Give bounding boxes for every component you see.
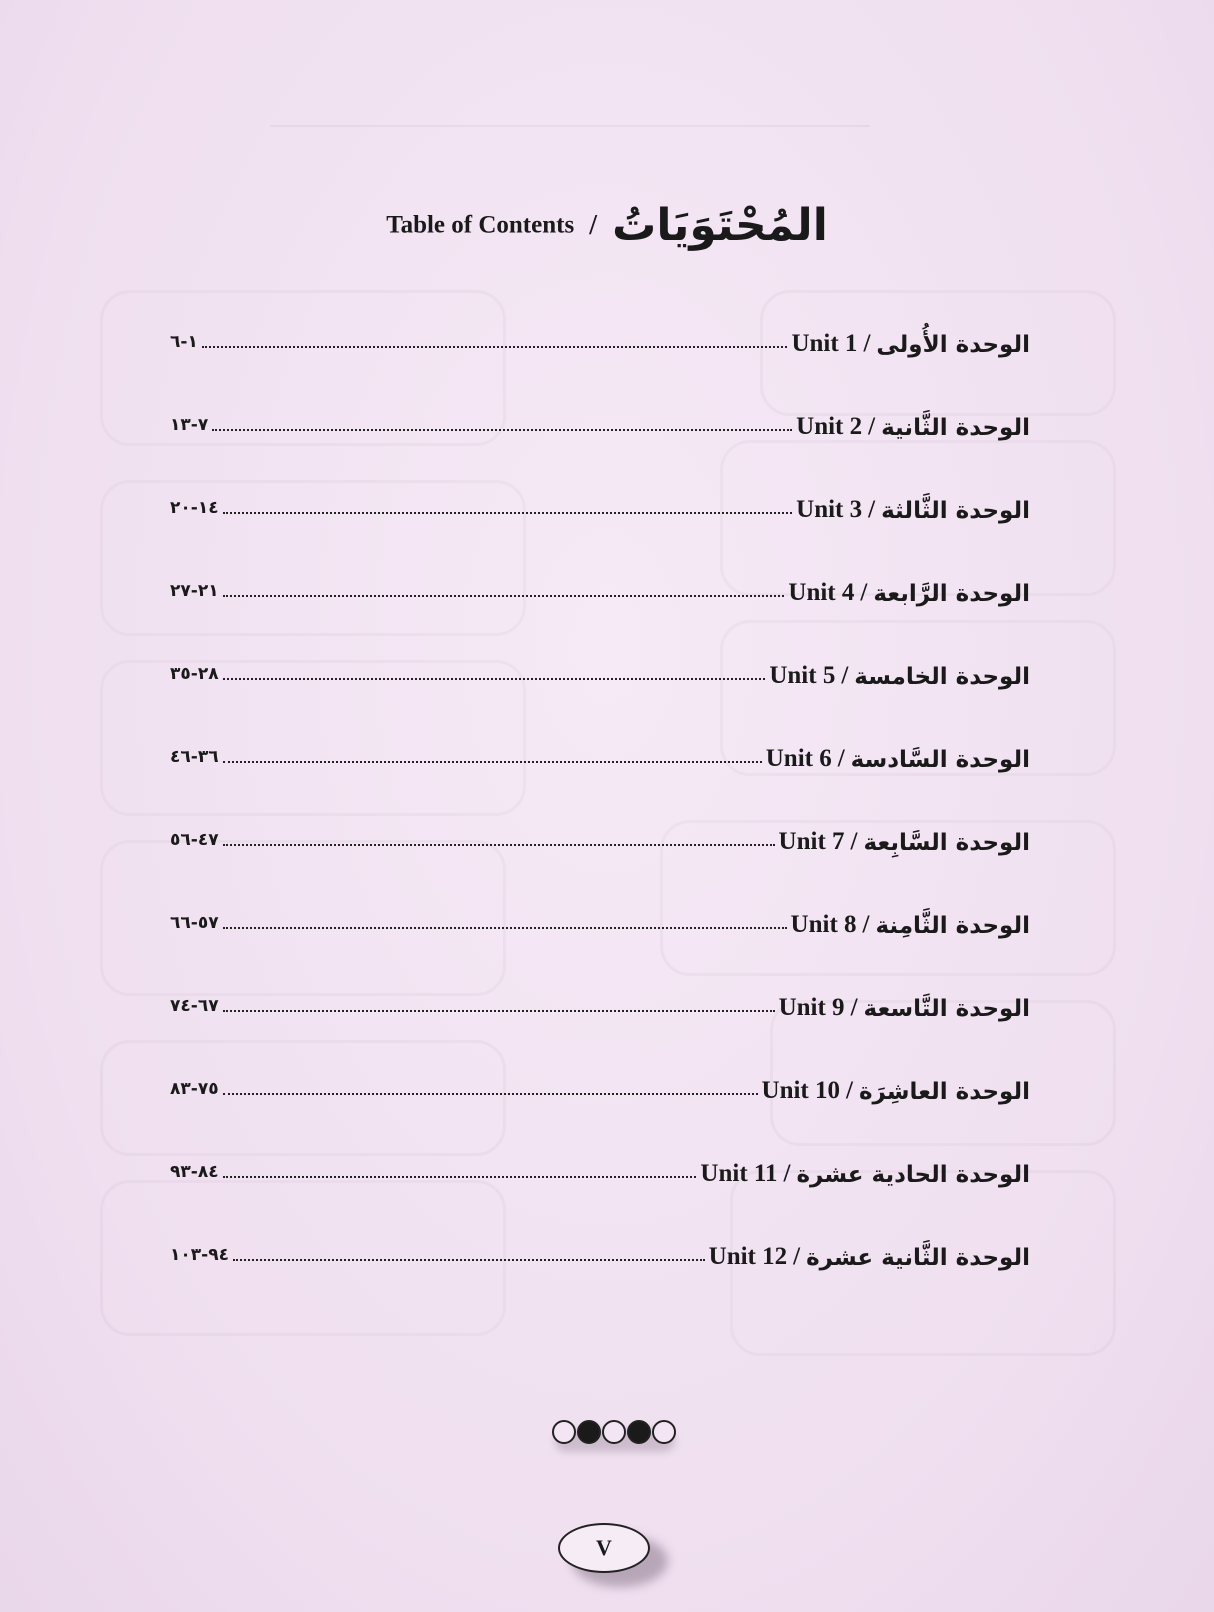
toc-leader-dots [223, 511, 793, 514]
toc-unit-arabic: الوحدة الثَّامِنة [875, 913, 1030, 939]
toc-page-range: ١٤-٢٠ [170, 498, 219, 518]
toc-entry-unit-3 [170, 484, 1030, 524]
toc-leader-dots [233, 1258, 705, 1261]
toc-unit-arabic: الوحدة الثَّانية عشرة [806, 1245, 1030, 1271]
heading-separator: / [589, 209, 598, 241]
toc-entry-unit-7 [170, 816, 1030, 856]
toc-unit-label [779, 994, 1030, 1022]
toc-unit-arabic: الوحدة الثَّانية [881, 415, 1030, 441]
toc-slash: / [793, 1243, 801, 1270]
toc-slash: / [860, 579, 868, 606]
toc-entry-unit-12 [170, 1231, 1030, 1271]
toc-leader-dots [223, 1009, 775, 1012]
toc-page-range: ٢١-٢٧ [170, 581, 219, 601]
toc-leader-dots [212, 428, 792, 431]
toc-unit-arabic: الوحدة العاشِرَة [858, 1079, 1030, 1105]
circle-filled-icon [577, 1420, 601, 1444]
circle-empty-icon [552, 1420, 576, 1444]
toc-page-range: ٧-١٣ [170, 415, 209, 435]
toc-page-range: ٢٨-٣٥ [170, 664, 219, 684]
toc-leader-dots [223, 1175, 697, 1178]
toc-entry-unit-10 [170, 1065, 1030, 1105]
toc-unit-english: Unit 6 [765, 745, 832, 772]
toc-slash: / [837, 745, 845, 772]
toc-entry-unit-4 [170, 567, 1030, 607]
toc-unit-arabic: الوحدة التَّاسعة [863, 996, 1030, 1022]
toc-unit-english: Unit 3 [796, 496, 863, 523]
toc-unit-english: Unit 8 [790, 911, 857, 938]
toc-unit-label [779, 828, 1030, 856]
toc-leader-dots [223, 594, 785, 597]
toc-entry-unit-1 [170, 318, 1030, 358]
toc-unit-english: Unit 2 [796, 413, 863, 440]
toc-unit-label [762, 1077, 1030, 1105]
toc-page-range: ٣٦-٤٦ [170, 747, 219, 767]
toc-leader-dots [223, 843, 775, 846]
show-through-rule [270, 125, 870, 127]
toc-slash: / [850, 994, 858, 1021]
toc-unit-label [796, 496, 1030, 524]
circle-empty-icon [602, 1420, 626, 1444]
toc-slash: / [868, 496, 876, 523]
toc-slash: / [846, 1077, 853, 1104]
toc-entry-unit-8 [170, 899, 1030, 939]
toc-unit-english: Unit 11 [700, 1160, 778, 1187]
page-number: V [558, 1523, 650, 1573]
toc-unit-label [709, 1243, 1030, 1271]
toc-unit-label [791, 911, 1030, 939]
heading-arabic: المُحْتَوَيَاتُ [612, 200, 828, 251]
toc-slash: / [783, 1160, 791, 1187]
toc-entry-unit-5 [170, 650, 1030, 690]
toc-entry-unit-2 [170, 401, 1030, 441]
toc-unit-arabic: الوحدة الأُولى [876, 332, 1030, 358]
toc-unit-arabic: الوحدة الرَّابعة [873, 581, 1030, 607]
page-heading [0, 200, 1214, 251]
toc-unit-english: Unit 7 [778, 828, 845, 855]
toc-unit-arabic: الوحدة السَّابِعة [863, 830, 1030, 856]
circle-empty-icon [652, 1420, 676, 1444]
toc-page-range: ١-٦ [170, 332, 198, 352]
toc-unit-label [700, 1160, 1030, 1188]
toc-leader-dots [223, 677, 766, 680]
heading-english: Table of Contents [386, 211, 575, 239]
toc-page-range: ٨٤-٩٣ [170, 1162, 219, 1182]
toc-leader-dots [202, 345, 788, 348]
toc-unit-label [791, 330, 1030, 358]
toc-leader-dots [223, 926, 787, 929]
toc-leader-dots [223, 760, 762, 763]
toc-unit-label [769, 662, 1030, 690]
toc-slash: / [863, 330, 871, 357]
toc-unit-arabic: الوحدة الحادية عشرة [796, 1162, 1030, 1188]
toc-unit-label [766, 745, 1030, 773]
circle-filled-icon [627, 1420, 651, 1444]
toc-entry-unit-11 [170, 1148, 1030, 1188]
toc-unit-label [788, 579, 1030, 607]
toc-slash: / [862, 911, 870, 938]
toc-unit-label [796, 413, 1030, 441]
toc-entry-unit-6 [170, 733, 1030, 773]
toc-unit-arabic: الوحدة الثَّالثة [881, 498, 1030, 524]
toc-slash: / [868, 413, 876, 440]
page-number-badge [558, 1523, 658, 1579]
toc-unit-english: Unit 5 [769, 662, 836, 689]
toc-page-range: ٧٥-٨٣ [170, 1079, 219, 1099]
toc-page-range: ٦٧-٧٤ [170, 996, 219, 1016]
toc-leader-dots [223, 1092, 758, 1095]
toc-unit-english: Unit 1 [791, 330, 858, 357]
toc-entry-unit-9 [170, 982, 1030, 1022]
toc-page-range: ٩٤-١٠٣ [170, 1245, 229, 1265]
toc-unit-arabic: الوحدة السَّادسة [850, 747, 1030, 773]
toc-page-range: ٤٧-٥٦ [170, 830, 219, 850]
toc-slash: / [841, 662, 849, 689]
toc-unit-english: Unit 12 [708, 1243, 788, 1270]
toc-unit-english: Unit 10 [761, 1077, 841, 1104]
toc-unit-english: Unit 9 [778, 994, 845, 1021]
toc-page-range: ٥٧-٦٦ [170, 913, 219, 933]
toc-unit-english: Unit 4 [788, 579, 855, 606]
toc-slash: / [850, 828, 858, 855]
decorative-circles [552, 1420, 676, 1448]
toc-unit-arabic: الوحدة الخامسة [854, 664, 1030, 690]
